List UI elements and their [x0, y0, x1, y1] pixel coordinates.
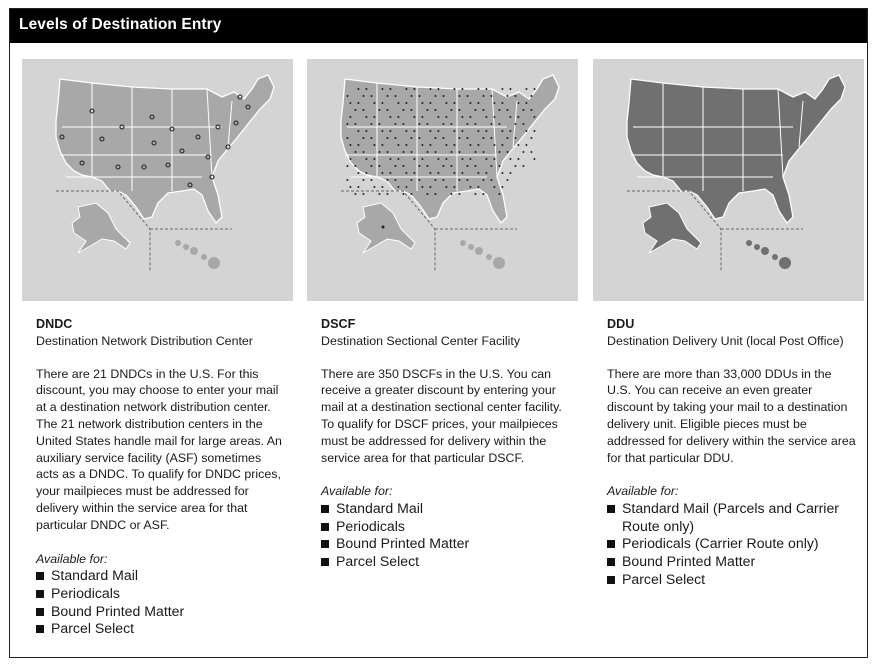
available-item: Periodicals (Carrier Route only)	[607, 535, 858, 553]
available-item: Bound Printed Matter	[36, 603, 287, 621]
available-label: Available for:	[607, 484, 679, 499]
available-item: Periodicals	[321, 518, 572, 536]
available-item: Periodicals	[36, 585, 287, 603]
available-item: Parcel Select	[36, 620, 287, 638]
available-label: Available for:	[36, 551, 108, 566]
square-bullet-icon	[607, 540, 615, 548]
available-label: Available for:	[321, 484, 393, 499]
available-item: Standard Mail	[321, 500, 572, 518]
square-bullet-icon	[36, 590, 44, 598]
available-item: Standard Mail	[36, 567, 287, 585]
available-item: Parcel Select	[321, 553, 572, 571]
column-description: There are 350 DSCFs in the U.S. You can receive a greater discount by entering your mail at a destination sectional center facility. To qualify for DSCF prices, your mailpieces must be addressed for delivery within the service area for that particular DSCF.	[321, 366, 562, 465]
available-list	[36, 567, 287, 637]
column-name: Destination Sectional Center Facility	[321, 333, 521, 348]
square-bullet-icon	[321, 523, 329, 531]
column-name: Destination Delivery Unit (local Post Office)	[607, 333, 844, 348]
available-item: Bound Printed Matter	[607, 553, 858, 571]
us-map-dscf-icon	[307, 59, 578, 301]
us-map-ddu-icon	[593, 59, 864, 301]
available-item: Standard Mail (Parcels and Carrier Route only)	[607, 500, 858, 535]
column-code: DNDC	[36, 317, 73, 331]
square-bullet-icon	[36, 608, 44, 616]
square-bullet-icon	[607, 558, 615, 566]
square-bullet-icon	[321, 540, 329, 548]
available-list	[607, 500, 858, 588]
us-map-dndc-icon	[22, 59, 293, 301]
column-code: DSCF	[321, 317, 356, 331]
dscf-column	[307, 59, 578, 571]
ddu-column	[593, 59, 864, 588]
column-name: Destination Network Distribution Center	[36, 333, 253, 348]
square-bullet-icon	[607, 576, 615, 584]
square-bullet-icon	[321, 558, 329, 566]
panel-header	[10, 9, 867, 43]
column-description: There are more than 33,000 DDUs in the U.S. You can receive an even greater discount by taking your mail to a destination delivery unit. Eligible pieces must be addressed for delivery within the service area for that particular DDU.	[607, 366, 856, 465]
column-description: There are 21 DNDCs in the U.S. For this discount, you may choose to enter your mail at a destination network distribution center. The 21 network distribution centers in the United States handle mail for large areas. An auxiliary service facility (ASF) sometimes acts as a DNDC. To qualify for DNDC prices, your mailpieces must be addressed for delivery within the service area for that particular DNDC or ASF.	[36, 366, 282, 532]
square-bullet-icon	[36, 572, 44, 580]
column-code: DDU	[607, 317, 635, 331]
dndc-column	[22, 59, 293, 638]
available-item: Bound Printed Matter	[321, 535, 572, 553]
square-bullet-icon	[36, 625, 44, 633]
destination-entry-panel	[9, 8, 868, 658]
available-list	[321, 500, 572, 570]
square-bullet-icon	[321, 505, 329, 513]
available-item: Parcel Select	[607, 571, 858, 589]
panel-title: Levels of Destination Entry	[19, 16, 222, 33]
square-bullet-icon	[607, 505, 615, 513]
